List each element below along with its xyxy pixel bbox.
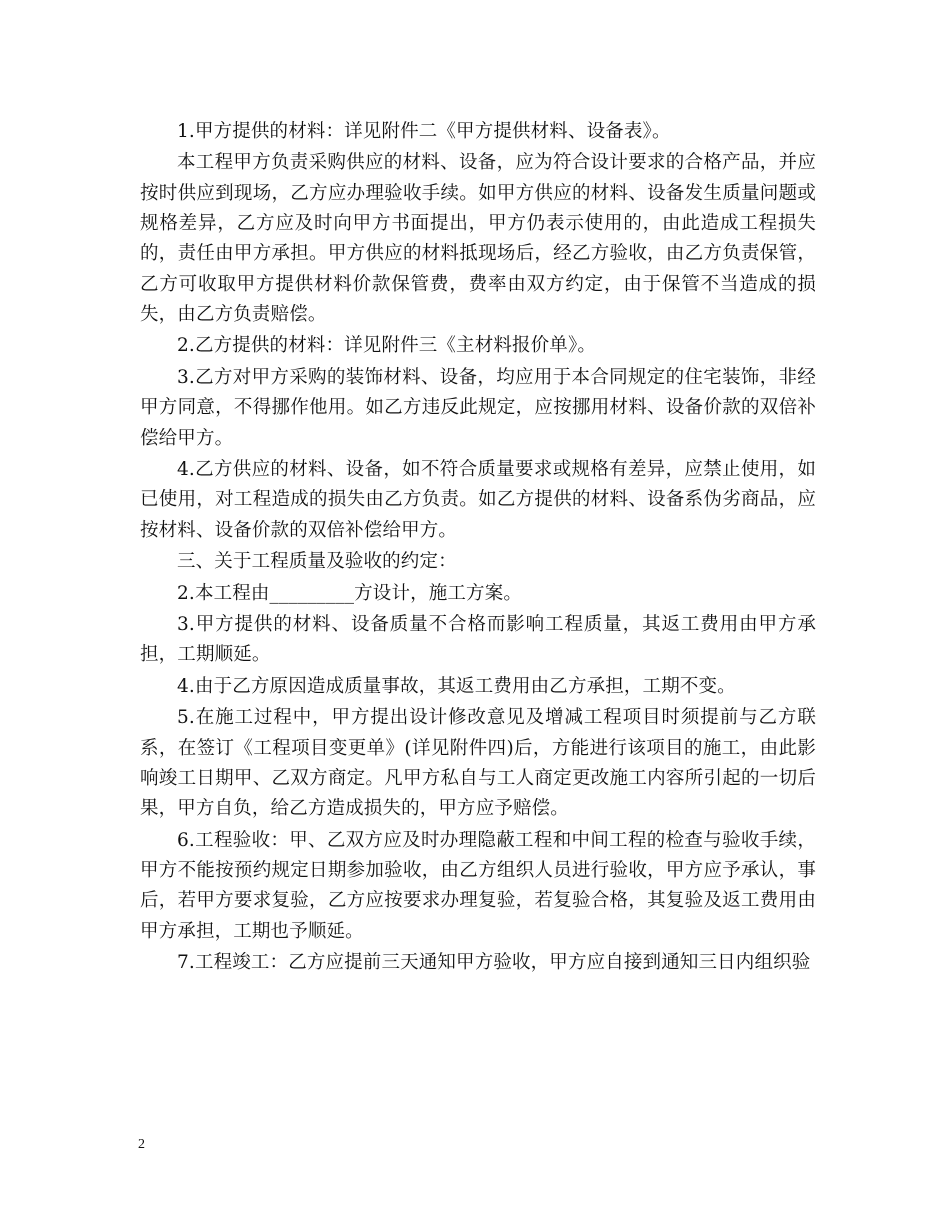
paragraph-5: 4.乙方供应的材料、设备，如不符合质量要求或规格有差异，应禁止使用，如已使用，对工程造成的损失由乙方负责。如乙方提供的材料、设备系伪劣商品，应按材料、设备价款的双倍补偿给甲方。 [140,459,816,541]
section-heading: 三、关于工程质量及验收的约定： [177,551,457,573]
paragraph-2: 本工程甲方负责采购供应的材料、设备，应为符合设计要求的合格产品，并应按时供应到现场，乙方应办理验收手续。如甲方供应的材料、设备发生质量问题或规格差异，乙方应及时向甲方书面提出，甲方仍表示使用的，由此造成工程损失的，责任由甲方承担。甲方供应的材料抵现场后，经乙方验收，由乙方负责保管，乙方可收取甲方提供材料价款保管费，费率由双方约定，由于保管不当造成的损失，由乙方负责赔偿。 [140,152,816,325]
paragraph-4: 3.乙方对甲方采购的装饰材料、设备，均应用于本合同规定的住宅装饰，非经甲方同意，不得挪作他用。如乙方违反此规定，应按挪用材料、设备价款的双倍补偿给甲方。 [140,366,816,449]
paragraph-7: 2.本工程由_________方设计，施工方案。 [177,582,523,604]
paragraph-12: 7.工程竣工：乙方应提前三天通知甲方验收，甲方应自接到通知三日内组织验 [177,952,811,974]
page-number: 2 [138,1137,145,1152]
paragraph-10: 5.在施工过程中，甲方提出设计修改意见及增减工程项目时须提前与乙方联系，在签订《工程项目变更单》(详见附件四)后，方能进行该项目的施工，由此影响竣工日期甲、乙双方商定。凡甲方私自与工人商定更改施工内容所引起的一切后果，甲方自负，给乙方造成损失的，甲方应予赔偿。 [140,707,816,820]
paragraph-3: 2.乙方提供的材料：详见附件三《主材料报价单》。 [177,335,597,357]
paragraph-8: 3.甲方提供的材料、设备质量不合格而影响工程质量，其返工费用由甲方承担，工期顺延。 [140,614,816,666]
paragraph-11: 6.工程验收：甲、乙双方应及时办理隐蔽工程和中间工程的检查与验收手续，甲方不能按预约规定日期参加验收，由乙方组织人员进行验收，甲方应予承认，事后，若甲方要求复验，乙方应按要求办理复验，若复验合格，其复验及返工费用由甲方承担，工期也予顺延。 [140,829,816,942]
document-body [140,117,816,980]
paragraph-1: 1.甲方提供的材料：详见附件二《甲方提供材料、设备表》。 [177,121,671,142]
paragraph-9: 4.由于乙方原因造成质量事故，其返工费用由乙方承担，工期不变。 [177,675,736,697]
